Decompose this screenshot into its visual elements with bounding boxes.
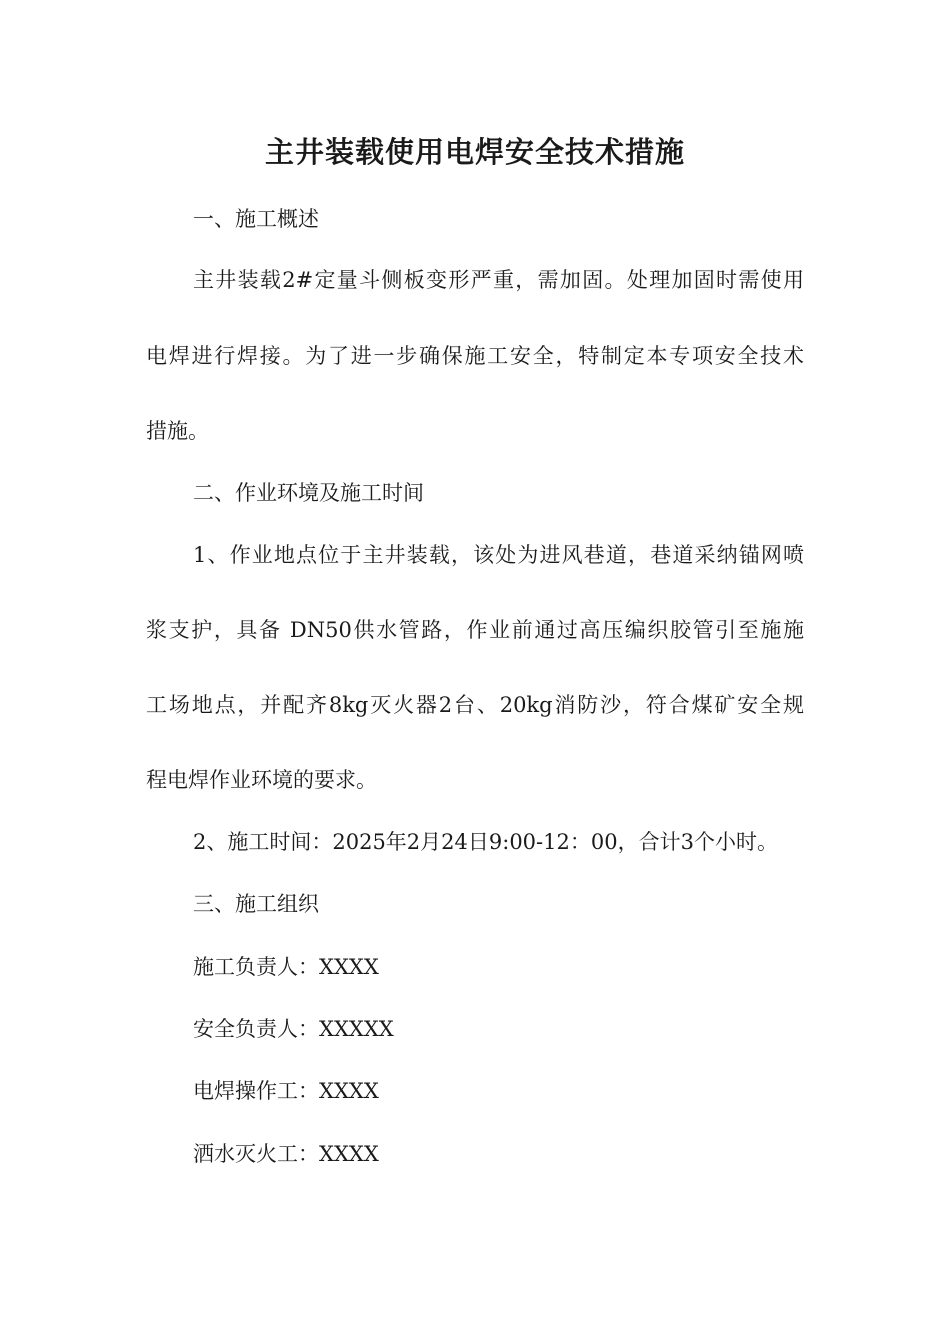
staff-safety-leader: 安全负责人：XXXXX: [193, 1017, 394, 1041]
paragraph-line: 电焊进行焊接。为了进一步确保施工安全，特制定本专项安全技术: [146, 344, 804, 368]
staff-fire-watch: 洒水灭火工：XXXX: [193, 1142, 379, 1166]
section-heading-overview: 一、施工概述: [193, 207, 319, 231]
section-heading-organization: 三、施工组织: [193, 892, 319, 916]
staff-welder: 电焊操作工：XXXX: [193, 1079, 379, 1103]
paragraph-line: 工场地点，并配齐8kg灭火器2台、20kg消防沙，符合煤矿安全规: [146, 693, 804, 717]
paragraph-line: 浆支护，具备 DN50供水管路，作业前通过高压编织胶管引至施施: [146, 618, 804, 642]
section-heading-environment: 二、作业环境及施工时间: [193, 481, 424, 505]
paragraph-line: 主井装载2#定量斗侧板变形严重，需加固。处理加固时需使用: [193, 268, 804, 292]
paragraph-line: 程电焊作业环境的要求。: [146, 768, 377, 792]
paragraph-line: 措施。: [146, 419, 209, 443]
construction-time: 2、施工时间：2025年2月24日9:00-12：00，合计3个小时。: [193, 830, 778, 854]
paragraph-line: 1、作业地点位于主井装载，该处为进风巷道，巷道采纳锚网喷: [193, 543, 804, 567]
document-title: 主井装载使用电焊安全技术措施: [264, 135, 685, 169]
staff-construction-leader: 施工负责人：XXXX: [193, 955, 379, 979]
